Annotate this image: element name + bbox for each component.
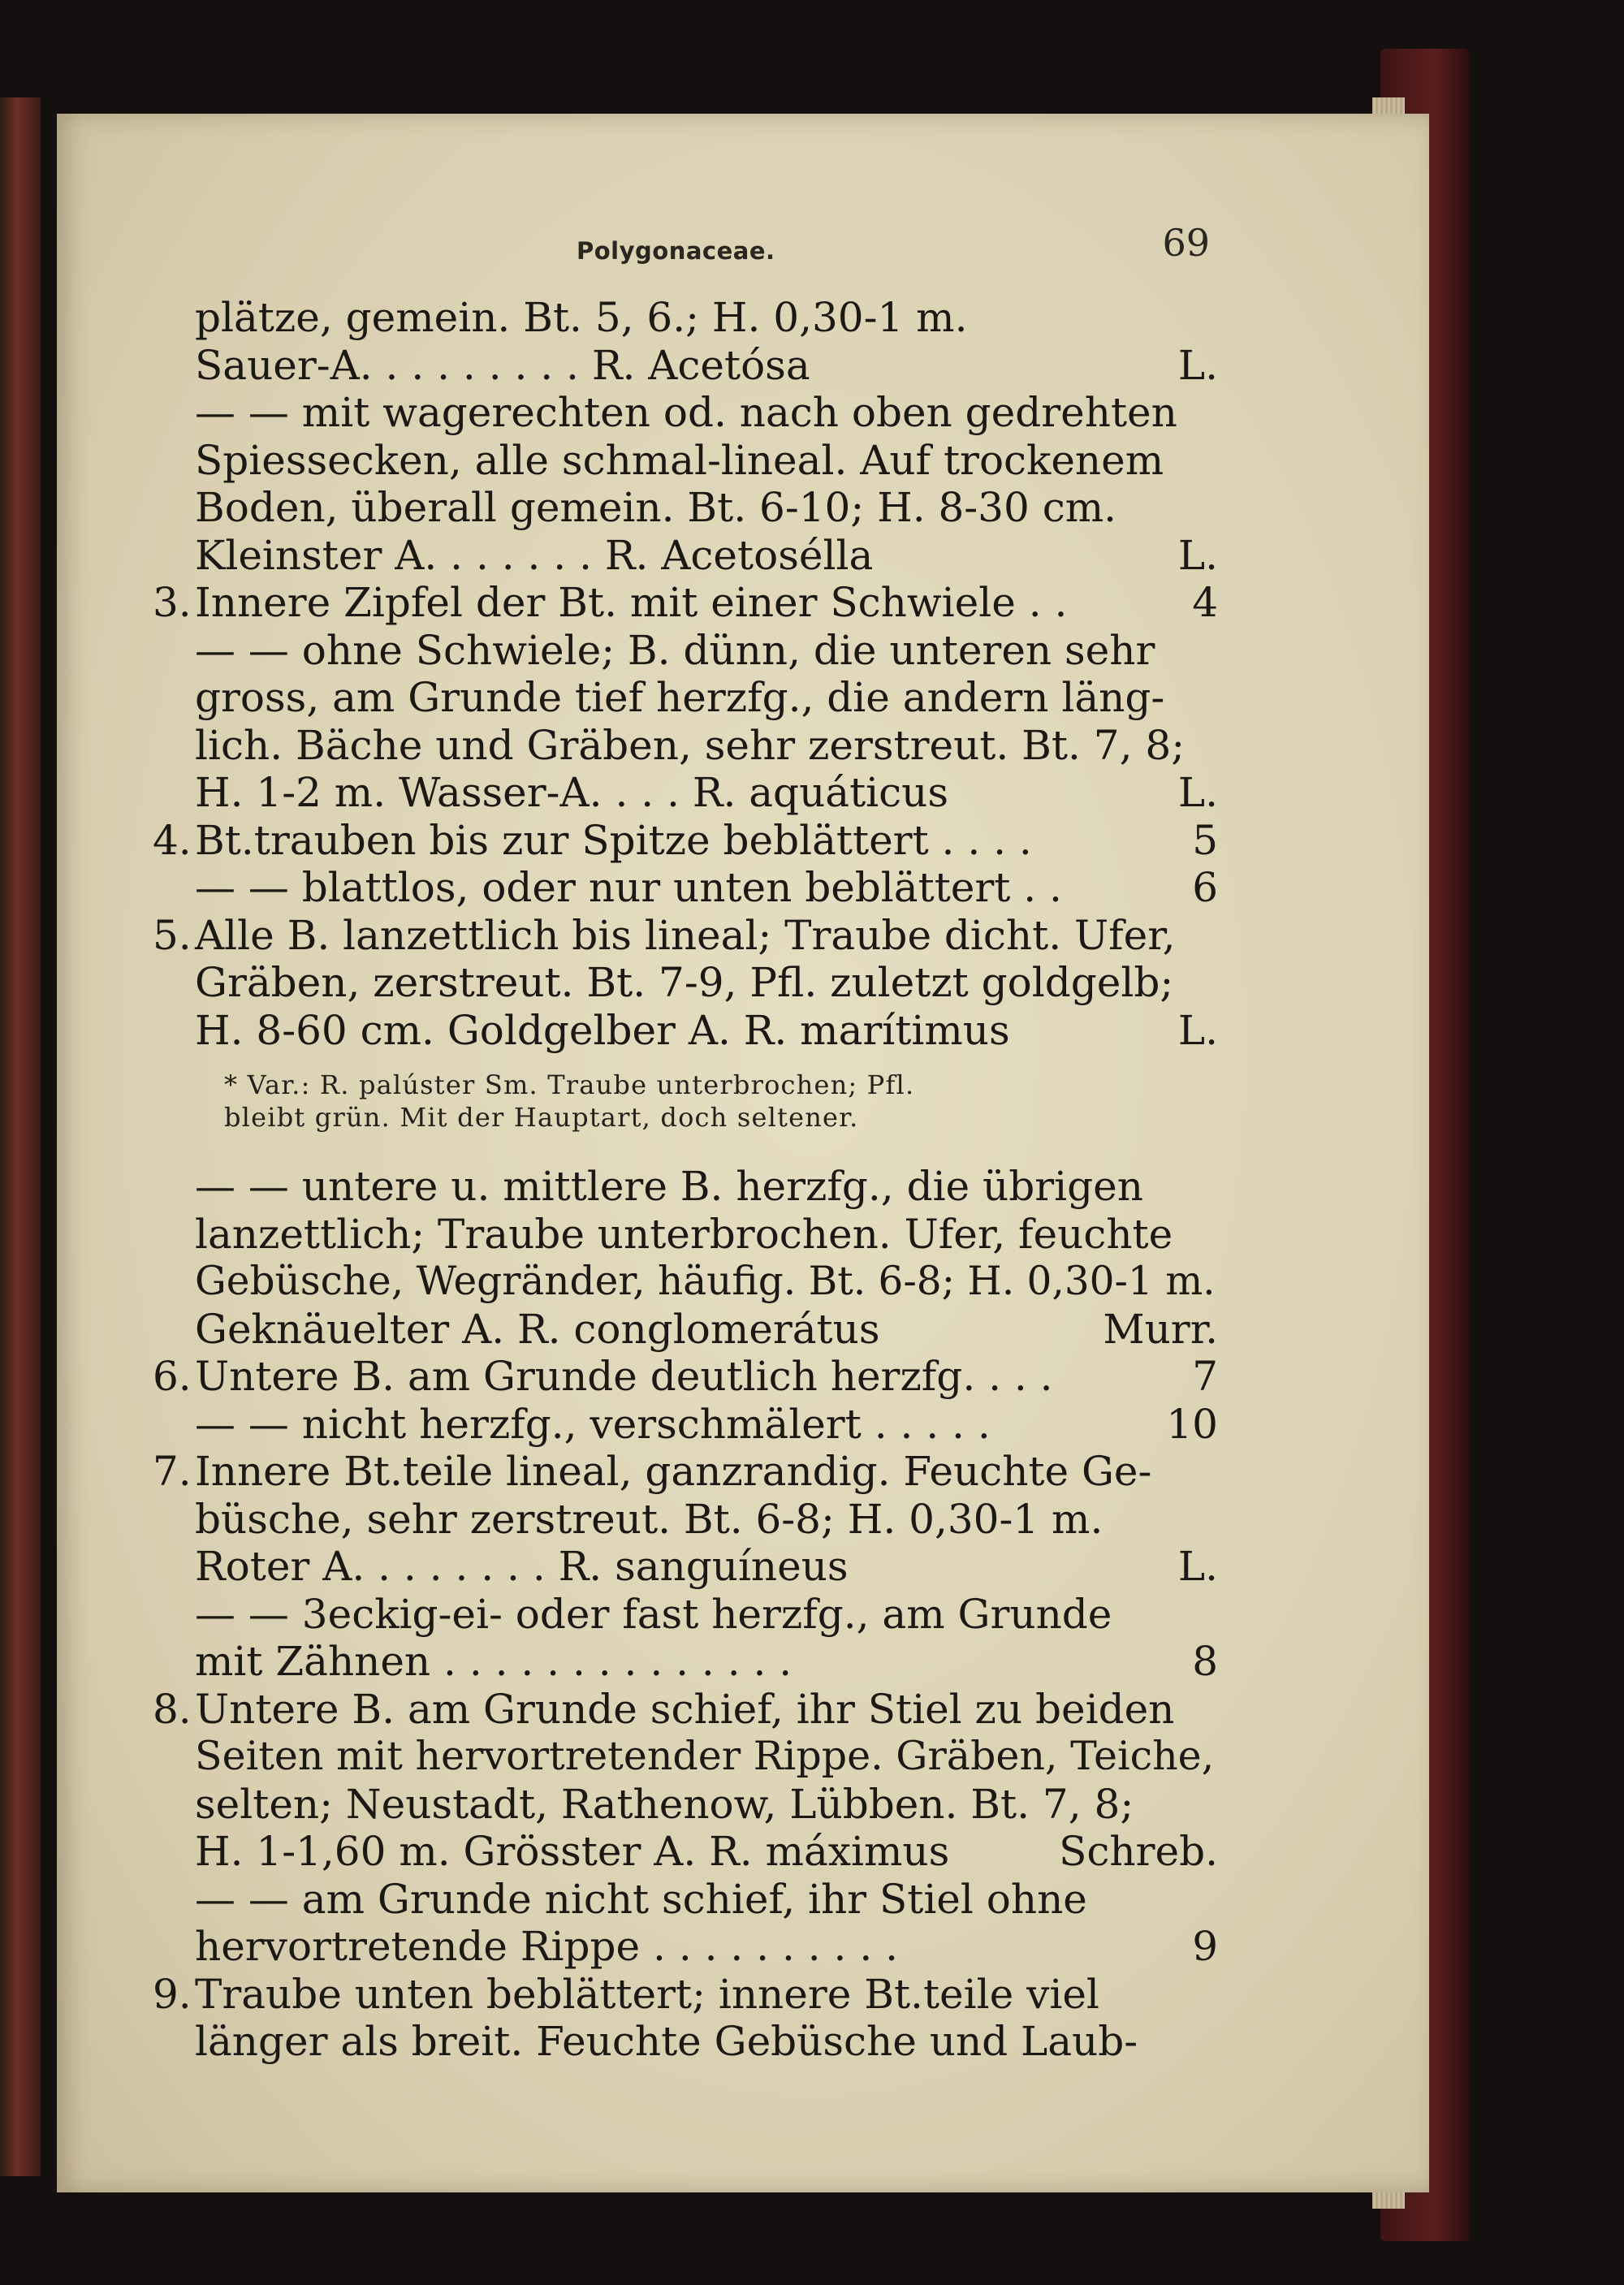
line-text: Sauer-A. . . . . . . . . R. Acetósa [195, 341, 810, 389]
text-line [195, 1496, 1218, 1544]
line-text: länger als breit. Feuchte Gebüsche und Laub- [195, 2018, 1138, 2065]
page-number: 69 [1162, 221, 1210, 265]
line-text: lich. Bäche und Gräben, sehr zerstreut. Bt. 7, 8; [195, 721, 1186, 769]
line-text: — — blattlos, oder nur unten beblättert . . [195, 864, 1062, 911]
line-reference: Murr. [1103, 1305, 1218, 1353]
line-text: hervortretende Rippe . . . . . . . . . . [195, 1923, 899, 1970]
line-reference: L. [1177, 1006, 1218, 1054]
text-line [195, 959, 1218, 1007]
line-text: Innere Zipfel der Bt. mit einer Schwiele . . [195, 579, 1068, 626]
text-line [153, 911, 1218, 960]
line-text: Kleinster A. . . . . . . R. Acetosélla [195, 531, 874, 579]
variety-footnote [195, 1069, 1218, 1134]
line-text: Boden, überall gemein. Bt. 6-10; H. 8-30 cm. [195, 484, 1117, 531]
line-text: büsche, sehr zerstreut. Bt. 6-8; H. 0,30-1 m. [195, 1495, 1104, 1543]
key-block-2 [153, 1163, 1218, 2066]
line-text: — — nicht herzfg., verschmälert . . . . . [195, 1400, 991, 1448]
line-reference: L. [1177, 531, 1218, 579]
text-line [195, 389, 1218, 437]
couplet-number: 7. [153, 1448, 192, 1495]
footnote-line: bleibt grün. Mit der Hauptart, doch seltener. [224, 1102, 859, 1133]
line-text: Seiten mit hervortretender Rippe. Gräben, Teiche, [195, 1733, 1215, 1779]
text-line [195, 342, 1218, 390]
line-text: Roter A. . . . . . . . R. sanguíneus [195, 1543, 849, 1590]
text-line [195, 1781, 1218, 1829]
line-text: Geknäuelter A. R. conglomerátus [195, 1305, 880, 1353]
text-line [195, 2018, 1218, 2066]
line-text: lanzettlich; Traube unterbrochen. Ufer, feuchte [195, 1210, 1173, 1258]
text-line [195, 1007, 1218, 1055]
text-line [195, 1401, 1218, 1449]
book-spine-edge [0, 97, 41, 2176]
line-text: selten; Neustadt, Rathenow, Lübben. Bt. 7, 8; [195, 1780, 1134, 1828]
line-text: — — mit wagerechten od. nach oben gedrehten [195, 389, 1177, 436]
line-text: Gräben, zerstreut. Bt. 7-9, Pfl. zuletzt goldgelb; [195, 959, 1174, 1006]
couplet-number: 3. [153, 579, 192, 626]
text-line [195, 769, 1218, 817]
line-reference: L. [1177, 341, 1218, 389]
line-reference: L. [1177, 1543, 1218, 1590]
text-line [195, 864, 1218, 912]
line-text: Bt.trauben bis zur Spitze beblättert . . . . [195, 816, 1032, 864]
text-line [195, 1211, 1218, 1259]
text-line [153, 1970, 1218, 2019]
line-text: H. 8-60 cm. Goldgelber A. R. marítimus [195, 1006, 1010, 1054]
line-reference: 6 [1192, 864, 1218, 911]
text-line [195, 1258, 1218, 1306]
couplet-number: 8. [153, 1685, 192, 1733]
couplet-number: 9. [153, 1970, 192, 2018]
text-line [195, 1543, 1218, 1591]
line-text: plätze, gemein. Bt. 5, 6.; H. 0,30-1 m. [195, 294, 968, 341]
text-line [153, 1448, 1218, 1496]
text-line [153, 1685, 1218, 1734]
text-line [195, 1876, 1218, 1924]
line-reference: 5 [1192, 816, 1218, 864]
text-line [195, 627, 1218, 675]
text-line [195, 484, 1218, 532]
line-text: Spiessecken, alle schmal-lineal. Auf trockenem [195, 436, 1164, 484]
text-line [195, 1828, 1218, 1876]
line-reference: Schreb. [1059, 1828, 1218, 1875]
line-reference: 9 [1192, 1923, 1218, 1970]
couplet-number: 4. [153, 816, 192, 864]
line-text: — — 3eckig-ei- oder fast herzfg., am Grunde [195, 1590, 1112, 1638]
text-line [195, 1638, 1218, 1686]
text-line [195, 1733, 1218, 1781]
text-line [195, 437, 1218, 485]
line-text: Traube unten beblättert; innere Bt.teile viel [195, 1970, 1099, 2018]
line-reference: 7 [1192, 1353, 1218, 1400]
line-text: Untere B. am Grunde schief, ihr Stiel zu beiden [195, 1685, 1175, 1733]
line-text: H. 1-1,60 m. Grösster A. R. máximus [195, 1828, 950, 1875]
line-text: Gebüsche, Wegränder, häufig. Bt. 6-8; H. 0,30-1 m. [195, 1259, 1216, 1304]
running-header [577, 219, 1210, 268]
text-line [195, 1306, 1218, 1354]
text-line [195, 1163, 1218, 1211]
line-text: Untere B. am Grunde deutlich herzfg. . . . [195, 1353, 1053, 1400]
text-line [195, 674, 1218, 722]
text-line [195, 294, 1218, 342]
text-line [153, 579, 1218, 627]
key-block-1 [153, 294, 1218, 1054]
line-text: Alle B. lanzettlich bis lineal; Traube dicht. Ufer, [195, 911, 1176, 959]
text-line [153, 1353, 1218, 1401]
couplet-number: 5. [153, 911, 192, 959]
couplet-number: 6. [153, 1353, 192, 1400]
text-body [153, 294, 1218, 2066]
line-reference: L. [1177, 769, 1218, 816]
text-line [195, 532, 1218, 580]
text-line [195, 1591, 1218, 1639]
line-text: — — ohne Schwiele; B. dünn, die unteren sehr [195, 626, 1155, 674]
line-reference: 10 [1166, 1400, 1218, 1448]
line-text: Innere Bt.teile lineal, ganzrandig. Feuchte Ge- [195, 1448, 1152, 1495]
line-text: H. 1-2 m. Wasser-A. . . . R. aquáticus [195, 769, 949, 816]
text-line [195, 722, 1218, 770]
footnote-line: * Var.: R. palúster Sm. Traube unterbrochen; Pfl. [224, 1069, 915, 1100]
line-reference: 8 [1192, 1638, 1218, 1685]
text-line [195, 1923, 1218, 1971]
line-text: — — am Grunde nicht schief, ihr Stiel ohne [195, 1875, 1087, 1923]
line-text: — — untere u. mittlere B. herzfg., die übrigen [195, 1163, 1143, 1210]
line-text: gross, am Grunde tief herzfg., die andern läng- [195, 674, 1165, 721]
line-reference: 4 [1192, 579, 1218, 626]
text-line [153, 816, 1218, 865]
line-text: mit Zähnen . . . . . . . . . . . . . . [195, 1638, 793, 1685]
header-title: Polygonaceae. [577, 237, 775, 265]
